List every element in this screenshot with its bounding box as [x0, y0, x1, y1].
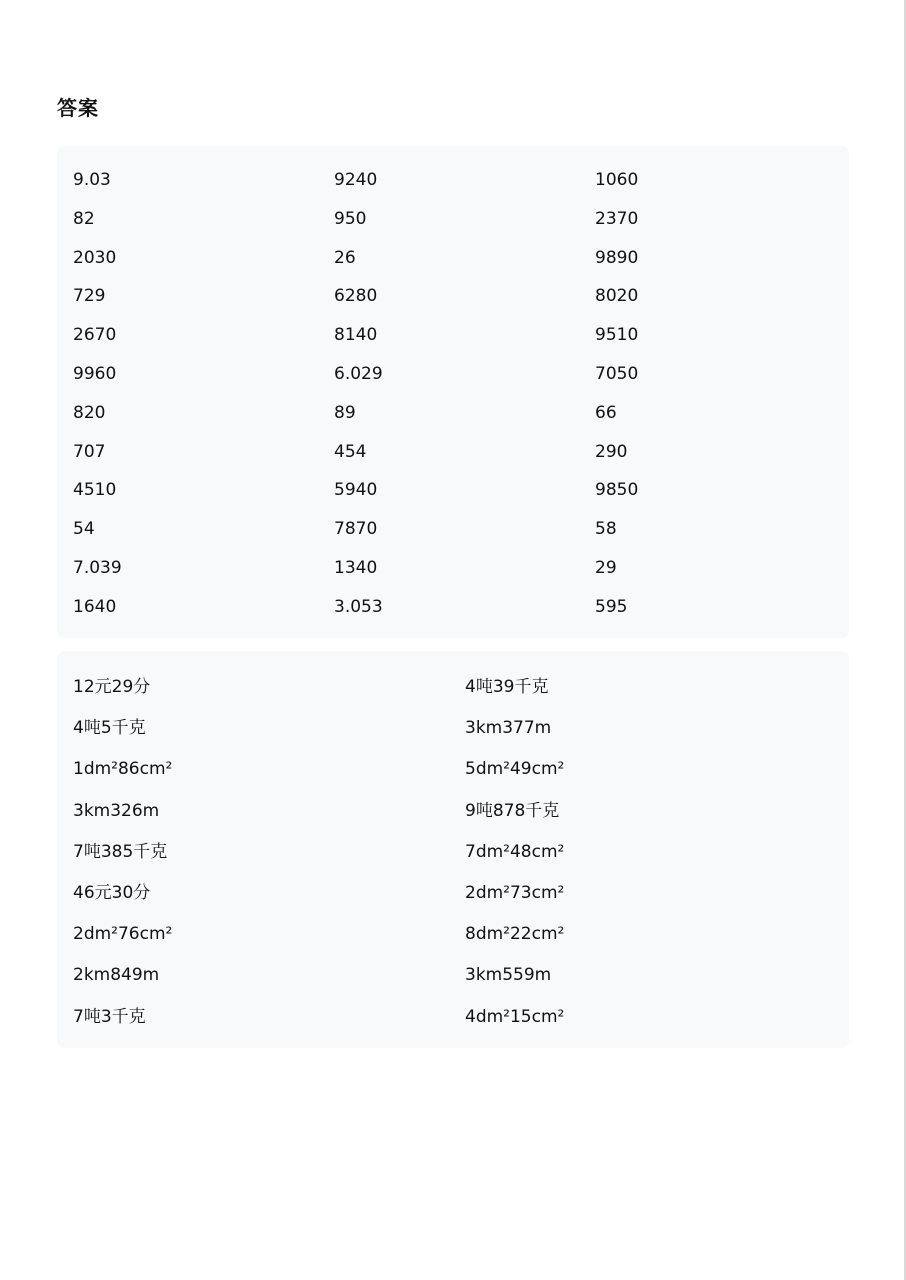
answer-item: 8dm²22cm² — [465, 924, 565, 945]
answer-item: 4dm²15cm² — [465, 1006, 565, 1027]
answer-item: 4吨5千克 — [73, 718, 146, 739]
answer-item: 9890 — [595, 247, 639, 268]
answer-item: 9.03 — [73, 170, 111, 190]
answer-item: 6280 — [334, 286, 378, 307]
answer-item: 1dm²86cm² — [73, 759, 173, 780]
answer-item: 7050 — [595, 363, 639, 384]
answer-item: 2030 — [73, 247, 117, 268]
answer-item: 2370 — [595, 208, 639, 229]
answer-item: 2km849m — [73, 965, 160, 986]
answer-item: 26 — [334, 247, 356, 268]
answer-item: 9960 — [73, 363, 117, 384]
answer-item: 2670 — [73, 325, 117, 346]
answer-item: 950 — [334, 208, 367, 229]
answer-item: 4510 — [73, 480, 117, 501]
answer-item: 54 — [73, 519, 95, 540]
answer-item: 3km326m — [73, 800, 160, 821]
answer-item: 7870 — [334, 519, 378, 540]
answer-item: 12元29分 — [73, 677, 151, 697]
answer-grid-units — [73, 670, 849, 1041]
answer-item: 707 — [73, 441, 106, 462]
page-title: 答案 — [57, 96, 99, 120]
answer-item: 5dm²49cm² — [465, 759, 565, 780]
answer-item: 454 — [334, 441, 367, 462]
answer-item: 46元30分 — [73, 882, 151, 903]
answer-item: 8140 — [334, 325, 378, 346]
answer-item: 9吨878千克 — [465, 800, 560, 821]
answer-item: 5940 — [334, 480, 378, 501]
answer-item: 8020 — [595, 286, 639, 307]
answer-item: 66 — [595, 402, 617, 423]
answer-item: 729 — [73, 286, 106, 307]
answer-item: 9510 — [595, 325, 639, 346]
answer-item: 1640 — [73, 596, 117, 617]
answer-panel-numbers — [57, 146, 849, 638]
answer-item: 9850 — [595, 480, 639, 501]
answer-item: 3km377m — [465, 718, 552, 739]
answer-item: 6.029 — [334, 363, 383, 384]
answer-item: 3.053 — [334, 596, 383, 617]
answer-item: 1340 — [334, 557, 378, 578]
answer-item: 595 — [595, 596, 628, 617]
answer-panel-units — [57, 651, 849, 1048]
answer-item: 2dm²76cm² — [73, 924, 173, 945]
answer-item: 9240 — [334, 170, 378, 190]
answer-item: 2dm²73cm² — [465, 882, 565, 903]
answer-grid-numbers — [73, 163, 849, 629]
answer-item: 29 — [595, 557, 617, 578]
answer-item: 7吨385千克 — [73, 841, 168, 862]
answer-item: 7吨3千克 — [73, 1006, 146, 1027]
answer-item: 290 — [595, 441, 628, 462]
answer-item: 7.039 — [73, 557, 122, 578]
answer-item: 1060 — [595, 170, 639, 190]
answer-item: 4吨39千克 — [465, 677, 549, 697]
answer-item: 7dm²48cm² — [465, 841, 565, 862]
answer-item: 82 — [73, 208, 95, 229]
answer-item: 89 — [334, 402, 356, 423]
answer-item: 820 — [73, 402, 106, 423]
answer-item: 3km559m — [465, 965, 552, 986]
answer-item: 58 — [595, 519, 617, 540]
